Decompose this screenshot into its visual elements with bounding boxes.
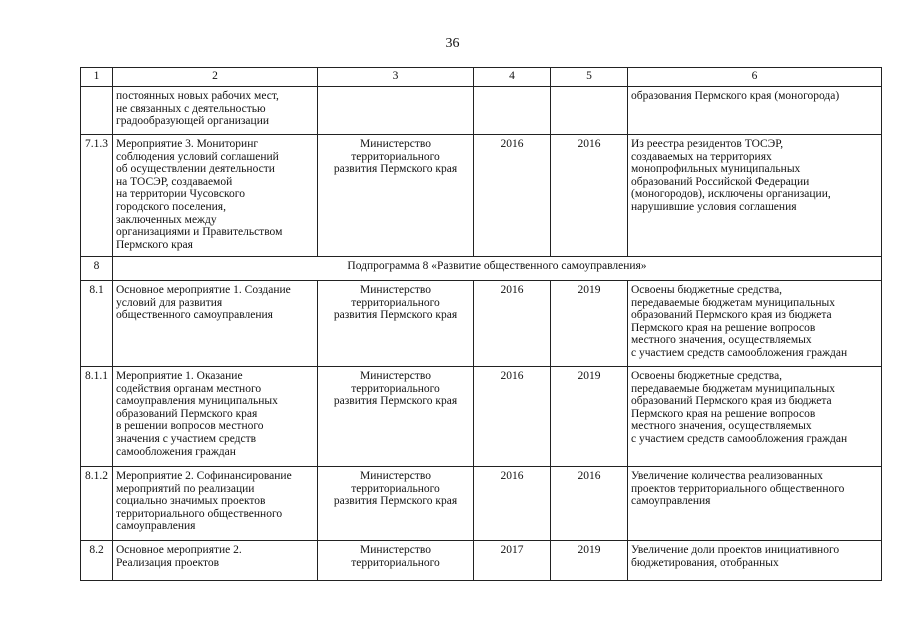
table-row [81, 135, 882, 257]
page-number: 36 [445, 36, 460, 51]
row-activity: постоянных новых рабочих мест, не связанных с деятельностью градообразующей организации [113, 87, 318, 135]
header-cell: 4 [474, 68, 551, 87]
row-result: Увеличение количества реализованных проектов территориального общественного самоуправления [628, 467, 882, 541]
row-result: Освоены бюджетные средства, передаваемые бюджетам муниципальных образований Пермского края из бюджета Пермского края на решение вопросов местного значения, осуществляемых с участием средств самообложения граждан [628, 281, 882, 367]
row-end-year: 2019 [551, 541, 628, 581]
row-number: 7.1.3 [81, 135, 113, 257]
row-executor: Министерство территориального развития Пермского края [318, 135, 474, 257]
table-header-row [81, 68, 882, 87]
subprogram-number: 8 [81, 257, 113, 281]
row-executor [318, 87, 474, 135]
table-row [81, 467, 882, 541]
row-end-year: 2016 [551, 135, 628, 257]
header-cell: 1 [81, 68, 113, 87]
row-executor: Министерство территориального развития Пермского края [318, 367, 474, 467]
row-end-year [551, 87, 628, 135]
row-result: Освоены бюджетные средства, передаваемые бюджетам муниципальных образований Пермского края из бюджета Пермского края на решение вопросов местного значения, осуществляемых с участием средств самообложения граждан [628, 367, 882, 467]
row-start-year [474, 87, 551, 135]
header-cell: 3 [318, 68, 474, 87]
header-cell: 2 [113, 68, 318, 87]
row-end-year: 2019 [551, 281, 628, 367]
row-result: Из реестра резидентов ТОСЭР, создаваемых на территориях монопрофильных муниципальных образований Российской Федерации (моногородов), исключены организации, нарушившие условия соглашения [628, 135, 882, 257]
table-row [81, 367, 882, 467]
row-activity: Мероприятие 2. Софинансирование мероприятий по реализации социально значимых проектов территориального общественного самоуправления [113, 467, 318, 541]
row-start-year: 2016 [474, 467, 551, 541]
row-number: 8.1.1 [81, 367, 113, 467]
activities-table [80, 67, 882, 581]
row-number: 8.1.2 [81, 467, 113, 541]
row-start-year: 2016 [474, 367, 551, 467]
row-activity: Основное мероприятие 2. Реализация проектов [113, 541, 318, 581]
row-activity: Основное мероприятие 1. Создание условий для развития общественного самоуправления [113, 281, 318, 367]
table-row [81, 87, 882, 135]
row-result: Увеличение доли проектов инициативного бюджетирования, отобранных [628, 541, 882, 581]
row-executor: Министерство территориального [318, 541, 474, 581]
subprogram-row [81, 257, 882, 281]
table-row [81, 281, 882, 367]
row-number: 8.1 [81, 281, 113, 367]
row-number: 8.2 [81, 541, 113, 581]
row-end-year: 2016 [551, 467, 628, 541]
row-executor: Министерство территориального развития Пермского края [318, 467, 474, 541]
row-activity: Мероприятие 1. Оказание содействия органам местного самоуправления муниципальных образований Пермского края в решении вопросов местного значения с участием средств самообложения граждан [113, 367, 318, 467]
row-start-year: 2016 [474, 135, 551, 257]
header-cell: 6 [628, 68, 882, 87]
row-result: образования Пермского края (моногорода) [628, 87, 882, 135]
table-row [81, 541, 882, 581]
row-start-year: 2017 [474, 541, 551, 581]
row-activity: Мероприятие 3. Мониторинг соблюдения условий соглашений об осуществлении деятельности на ТОСЭР, создаваемой на территории Чусовского городского поселения, заключенных между организациями и Правительством Пермского края [113, 135, 318, 257]
row-executor: Министерство территориального развития Пермского края [318, 281, 474, 367]
row-number [81, 87, 113, 135]
row-start-year: 2016 [474, 281, 551, 367]
row-end-year: 2019 [551, 367, 628, 467]
header-cell: 5 [551, 68, 628, 87]
subprogram-title: Подпрограмма 8 «Развитие общественного самоуправления» [113, 257, 882, 281]
